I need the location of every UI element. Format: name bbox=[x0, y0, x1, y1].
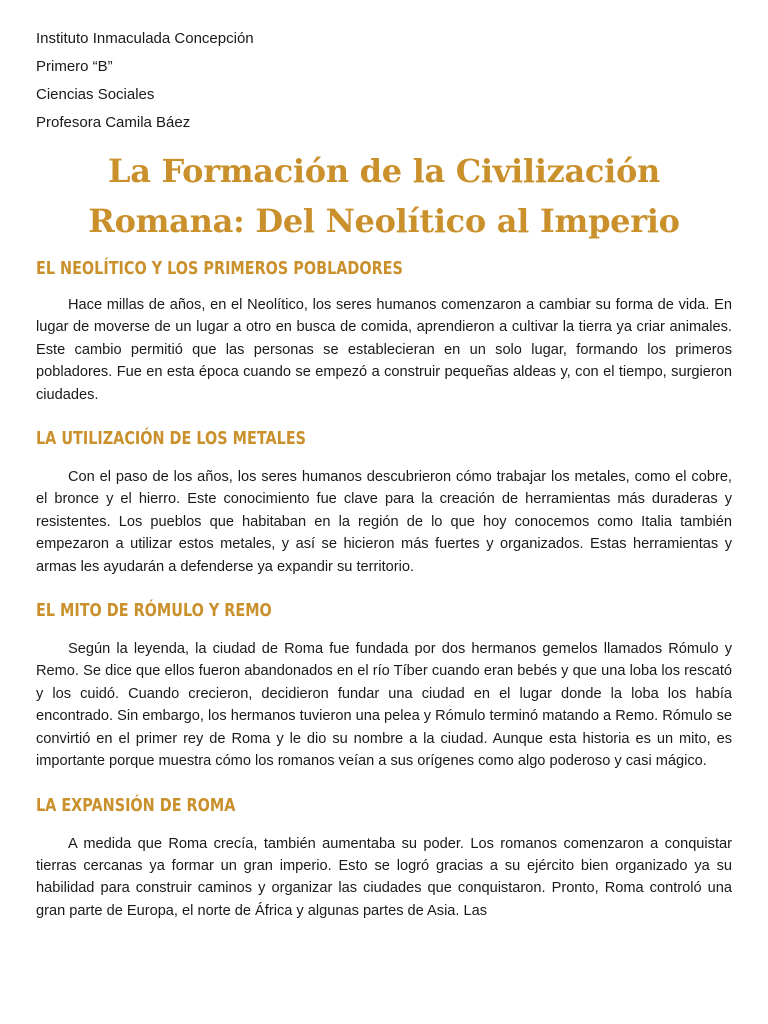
section-paragraph-romulus-remus: Según la leyenda, la ciudad de Roma fue fundada por dos hermanos gemelos llamados Rómulo y Remo. Se dice que ellos fueron abandonados en el río Tíber cuando eran bebés y que una loba los rescató y los cuidó. Cuando crecieron, decidieron fundar una ciudad en el lugar donde la loba los había encontrado. Sin embargo, los hermanos tuvieron una pelea y Rómulo terminó matando a Remo. Rómulo se convirtió en el primer rey de Roma y le dio su nombre a la ciudad. Aunque esta historia es un mito, es importante porque muestra cómo los romanos veían a sus orígenes como algo poderoso y casi mágico. bbox=[36, 641, 733, 770]
section-paragraph-expansion: A medida que Roma crecía, también aumentaba su poder. Los romanos comenzaron a conquistar tierras cercanas ya formar un gran imperio. Esto se logró gracias a su ejército bien organizado ya su habilidad para construir caminos y organizar las ciudades que conquistaron. Pronto, Roma controló una gran parte de Europa, el norte de África y algunas partes de Asia. Las bbox=[36, 835, 732, 919]
teacher-name: Profesora Camila Báez bbox=[36, 114, 191, 131]
section-heading-expansion: LA EXPANSIÓN DE ROMA bbox=[36, 794, 236, 816]
school-name: Instituto Inmaculada Concepción bbox=[36, 30, 254, 47]
section-heading-neolithic: EL NEOLÍTICO Y LOS PRIMEROS POBLADORES bbox=[36, 258, 403, 279]
section-heading-romulus-remus: EL MITO DE RÓMULO Y REMO bbox=[36, 600, 272, 622]
document-title bbox=[36, 146, 732, 246]
section-paragraph-metals: Con el paso de los años, los seres humanos descubrieron cómo trabajar los metales, como el cobre, el bronce y el hierro. Este conocimiento fue clave para la creación de herramientas más duraderas y resistentes. Los pueblos que habitaban en la región de lo que hoy conocemos como Italia también empezaron a utilizar estos metales, y así se hicieron más fuertes y organizados. Estas herramientas y armas les ayudarán a defenderse ya expandir su territorio. bbox=[36, 469, 732, 575]
title-line-2: Romana: Del Neolítico al Imperio bbox=[88, 202, 680, 240]
section-heading-metals: LA UTILIZACIÓN DE LOS METALES bbox=[36, 428, 307, 450]
document-page bbox=[36, 28, 732, 922]
section-paragraph-neolithic: Hace millas de años, en el Neolítico, los seres humanos comenzaron a cambiar su forma de vida. En lugar de moverse de un lugar a otro en busca de comida, aprendieron a cultivar la tierra ya criar animales. Este cambio permitió que las personas se establecieran en un solo lugar, formando los primeros pobladores. Fue en esta época cuando se empezó a construir pequeñas aldeas y, con el tiempo, surgieron ciudades. bbox=[36, 297, 732, 403]
grade-label: Primero “B” bbox=[36, 58, 113, 75]
title-line-1: La Formación de la Civilización bbox=[108, 152, 660, 190]
subject-label: Ciencias Sociales bbox=[36, 86, 155, 103]
